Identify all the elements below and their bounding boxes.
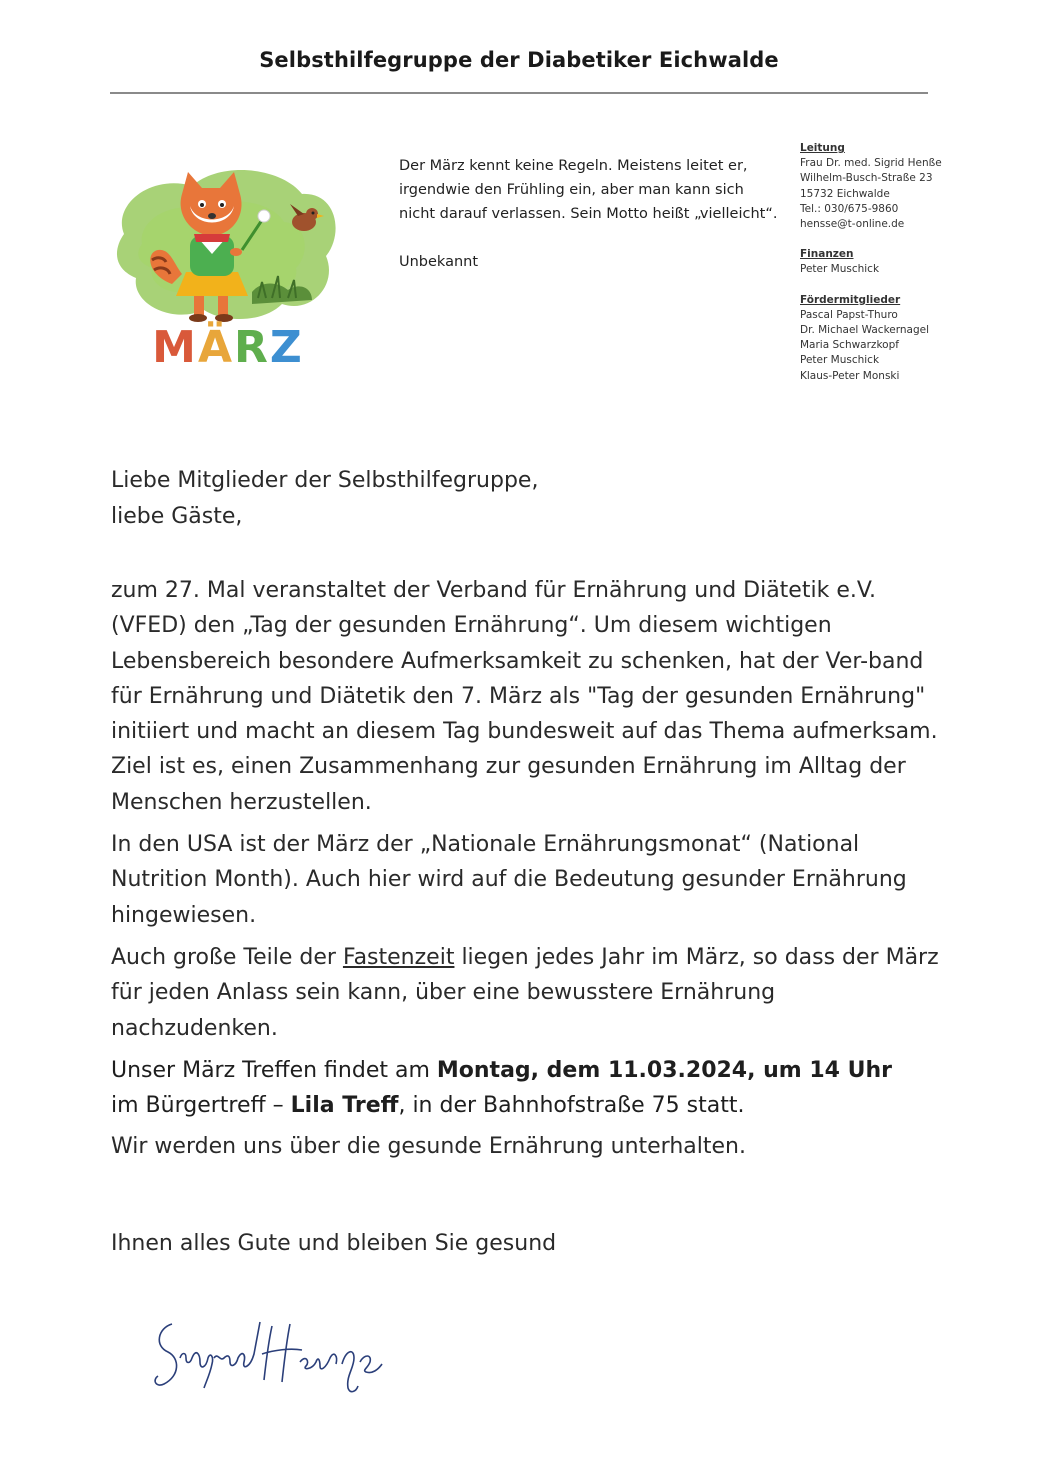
meeting-text: , in der Bahnhofstraße 75 statt. — [398, 1093, 745, 1119]
illustration-letter: M — [152, 322, 198, 373]
letter-body — [111, 463, 941, 1172]
fox-with-bird-icon — [112, 164, 344, 374]
illustration-letter: Ä — [197, 322, 235, 373]
paragraph: In den USA ist der März der „Nationale Ernährungsmonat“ (National Nutrition Month). Auch hier wird auf die Bedeutung gesunder Ernährung hingewiesen. — [111, 832, 907, 928]
meeting-date: Montag, dem 11.03.2024, um 14 Uhr — [436, 1057, 893, 1083]
signature — [150, 1318, 385, 1400]
meeting-announcement — [111, 1053, 941, 1124]
sidebar-line: Maria Schwarzkopf — [800, 339, 899, 352]
quote-text: Der März kennt keine Regeln. Meistens leitet er, irgendwie den Frühling ein, aber man kann sich nicht darauf verlassen. Sein Motto heißt „vielleicht“. — [399, 158, 778, 222]
meeting-text: im Bürgertreff – — [111, 1093, 291, 1119]
sidebar-group-finanzen — [800, 247, 1000, 277]
paragraph: Wir werden uns über die gesunde Ernährung unterhalten. — [111, 1134, 746, 1160]
sidebar-line: Peter Muschick — [800, 263, 880, 276]
sidebar-line: Klaus-Peter Monski — [800, 369, 900, 382]
sidebar-email: hensse@t-online.de — [800, 218, 905, 231]
salutation: liebe Gäste, — [111, 504, 243, 529]
meeting-text: Unser März Treffen findet am — [111, 1057, 437, 1083]
sidebar-heading-foerdermitglieder: Fördermitglieder — [800, 293, 901, 306]
paragraph-text: Auch große Teile der — [111, 944, 343, 970]
quote-author: Unbekannt — [399, 254, 479, 270]
sidebar-heading-leitung: Leitung — [800, 142, 845, 154]
fastenzeit-link[interactable]: Fastenzeit — [342, 944, 455, 970]
page-title: Selbsthilfegruppe der Diabetiker Eichwalde — [259, 48, 779, 72]
sidebar-group-leitung — [800, 141, 1000, 232]
meeting-place: Lila Treff — [290, 1093, 399, 1119]
sidebar-line: Frau Dr. med. Sigrid Henße — [800, 157, 942, 170]
sidebar-line: Pascal Papst-Thuro — [800, 308, 898, 321]
illustration-letter: R — [234, 322, 270, 373]
paragraph-text: liegen jedes Jahr im März, so dass der März für jeden Anlass sein kann, über eine bewusstere Ernährung nachzudenken. — [111, 944, 939, 1041]
sidebar-line: Tel.: 030/675-9860 — [800, 202, 899, 215]
svg-text:MÄRZ — [152, 320, 304, 373]
sidebar-line: Peter Muschick — [800, 354, 880, 367]
paragraph — [111, 940, 941, 1046]
sidebar-group-foerdermitglieder — [800, 293, 1000, 384]
contact-sidebar — [800, 141, 1000, 399]
illustration-letter: Z — [269, 322, 304, 373]
quote — [399, 154, 779, 274]
closing-line: Ihnen alles Gute und bleiben Sie gesund — [111, 1231, 557, 1256]
sidebar-heading-finanzen: Finanzen — [800, 248, 854, 261]
header-divider — [110, 92, 928, 94]
sidebar-line: Dr. Michael Wackernagel — [800, 324, 930, 337]
sidebar-line: Wilhelm-Busch-Straße 23 — [800, 172, 933, 185]
paragraph: zum 27. Mal veranstaltet der Verband für Ernährung und Diätetik e.V. (VFED) den „Tag der gesunden Ernährung“. Um diesem wichtigen Lebensbereich besondere Aufmerksamkeit zu schenken, hat der Ver-band für Ernährung und Diätetik den 7. März als "Tag der gesunden Ernährung" initiiert und macht an diesem Tag bundesweit auf das Thema aufmerksam. Ziel ist es, einen Zusammenhang zur gesunden Ernährung im Alltag der Menschen herzustellen. — [111, 578, 938, 815]
sidebar-line: 15732 Eichwalde — [800, 187, 890, 200]
salutation: Liebe Mitglieder der Selbsthilfegruppe, — [111, 468, 539, 493]
